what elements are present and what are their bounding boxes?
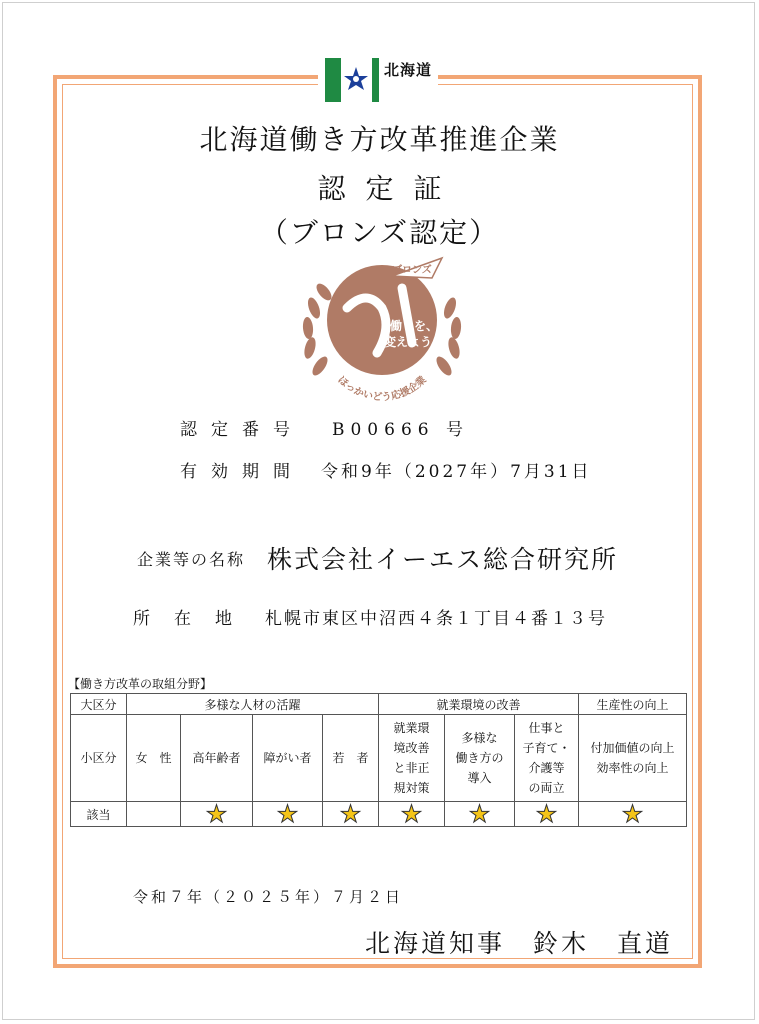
star-icon: ★ [535,800,558,828]
signer: 北海道知事 鈴木 直道 [365,929,674,958]
validity-value: 令和9年（2027年）7月31日 [321,462,592,482]
hokkaido-flag [318,56,438,103]
item-work-life: 仕事と 子育て・ 介護等 の両立 [515,715,579,802]
star-icon: ★ [339,800,362,828]
cert-number-label: 認定番号 [180,420,304,440]
item-disabled: 障がい者 [253,715,323,802]
mark-disabled [253,802,323,827]
company-name: 株式会社イーエス総合研究所 [267,545,619,574]
item-elderly: 高年齢者 [181,715,253,802]
bronze-emblem [292,248,472,404]
mark-women [127,802,181,827]
company-label: 企業等の名称 [137,550,246,569]
address-label: 所在地 [133,609,256,629]
applicable-label: 該当 [71,802,127,827]
star-icon: ★ [205,800,228,828]
major-label: 大区分 [71,694,127,715]
mark-productivity [579,802,687,827]
item-environment: 就業環 境改善 と非正 規対策 [379,715,445,802]
emblem-slogan-1: 働くを、 [390,319,439,333]
item-productivity: 付加価値の向上 効率性の向上 [579,715,687,802]
svg-text:ほっかいどう応援企業 [335,373,428,403]
areas-table [70,693,687,827]
certificate-title: 北海道働き方改革推進企業 [199,123,560,156]
item-youth: 若 者 [323,715,379,802]
star-icon: ★ [468,800,491,828]
hokkaido-star-icon [343,66,369,92]
mark-elderly [181,802,253,827]
certificate-rank: （ブロンズ認定） [259,216,500,249]
star-icon: ★ [276,800,299,828]
emblem-rank: ブロンズ [392,265,432,276]
address-value: 札幌市東区中沼西４条１丁目４番１３号 [265,609,607,629]
item-women: 女 性 [127,715,181,802]
item-diverse-work: 多様な 働き方の 導入 [445,715,515,802]
emblem-arc-text: ほっかいどう応援企業 [335,374,429,404]
group-diverse-talent: 多様な人材の活躍 [127,694,379,715]
mark-diverse-work [445,802,515,827]
mark-work-life [515,802,579,827]
minor-label: 小区分 [71,715,127,802]
validity-label: 有効期間 [180,462,304,482]
group-productivity: 生産性の向上 [579,694,687,715]
mark-youth [323,802,379,827]
star-icon: ★ [400,800,423,828]
certificate-subtitle: 認定証 [317,172,462,205]
issue-date: 令和７年（２０２５年）７月２日 [133,888,404,906]
group-work-environment: 就業環境の改善 [379,694,579,715]
star-icon: ★ [621,800,644,828]
cert-number-value: B00666 号 [332,420,469,440]
mark-environment [379,802,445,827]
flag-label: 北海道 [384,61,433,79]
areas-caption: 【働き方改革の取組分野】 [68,677,213,691]
emblem-slogan-2: 変えよう。 [384,335,445,349]
